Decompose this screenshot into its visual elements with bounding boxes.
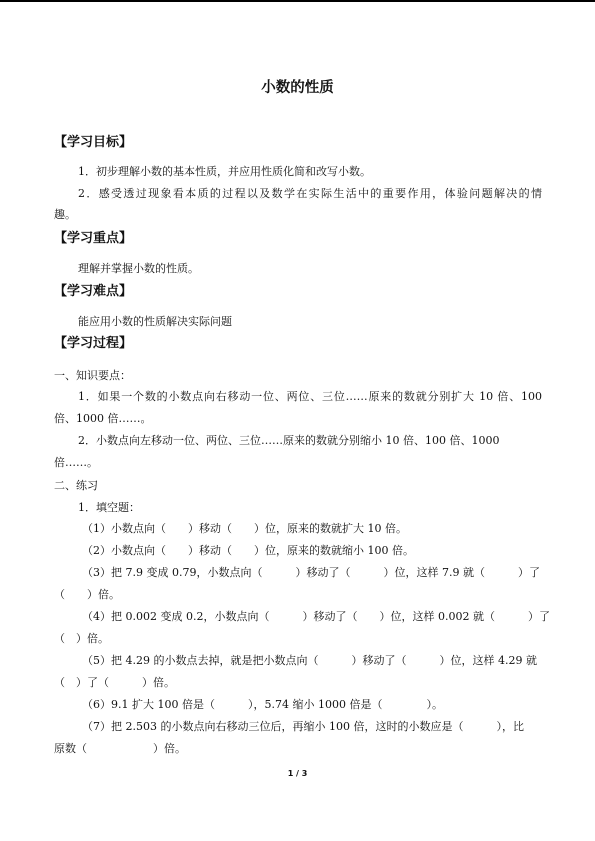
knowledge-line-3: 2．小数点向左移动一位、两位、三位……原来的数就分别缩小 10 倍、100 倍、1000 <box>78 434 500 447</box>
fill-item-5-cont: （ ）了（ ）倍。 <box>54 676 175 689</box>
fill-item-3: （3）把 7.9 变成 0.79，小数点向（ ）移动了（ ）位，这样 7.9 就（ ）了 <box>82 566 540 579</box>
fill-item-7: （7）把 2.503 的小数点向右移动三位后，再缩小 100 倍，这时的小数应是（ ），比 <box>82 720 524 733</box>
fill-item-7-cont: 原数（ ）倍。 <box>54 742 186 755</box>
fill-item-5: （5）把 4.29 的小数点去掉，就是把小数点向（ ）移动了（ ）位，这样 4.29 就 <box>82 654 537 667</box>
knowledge-line-1: 1．如果一个数的小数点向右移动一位、两位、三位……原来的数就分别扩大 10 倍、100 <box>78 390 542 403</box>
fill-blank-title: 1．填空题： <box>78 501 140 514</box>
section-heading-process: 【学习过程】 <box>54 336 133 351</box>
goal-line-3: 趣。 <box>54 208 76 221</box>
goal-line-2: 2．感受透过现象看本质的过程以及数学在实际生活中的重要作用，体验问题解决的情 <box>78 187 542 200</box>
fill-item-1: （1）小数点向（ ）移动（ ）位，原来的数就扩大 10 倍。 <box>82 522 407 535</box>
difficulty-line: 能应用小数的性质解决实际问题 <box>78 315 232 328</box>
key-point-line: 理解并掌握小数的性质。 <box>78 262 199 275</box>
fill-item-3-cont: （ ）倍。 <box>54 588 120 601</box>
header-rule <box>0 0 595 2</box>
knowledge-title: 一、知识要点： <box>54 369 131 382</box>
section-heading-difficulties: 【学习难点】 <box>54 284 133 299</box>
fill-item-4-cont: （ ）倍。 <box>54 632 109 645</box>
knowledge-line-2: 倍、1000 倍……。 <box>54 412 152 425</box>
page-number: 1 / 3 <box>287 769 308 778</box>
knowledge-line-4: 倍……。 <box>54 456 98 469</box>
practice-title: 二、练习 <box>54 479 98 492</box>
section-heading-key-points: 【学习重点】 <box>54 231 133 246</box>
goal-line-1: 1．初步理解小数的基本性质，并应用性质化简和改写小数。 <box>78 165 371 178</box>
document-title: 小数的性质 <box>261 80 334 96</box>
section-heading-goals: 【学习目标】 <box>54 135 133 150</box>
fill-item-6: （6）9.1 扩大 100 倍是（ ），5.74 缩小 1000 倍是（ ）。 <box>82 698 443 711</box>
fill-item-2: （2）小数点向（ ）移动（ ）位，原来的数就缩小 100 倍。 <box>82 544 414 557</box>
fill-item-4: （4）把 0.002 变成 0.2，小数点向（ ）移动了（ ）位，这样 0.002 就（ ）了 <box>82 610 550 623</box>
